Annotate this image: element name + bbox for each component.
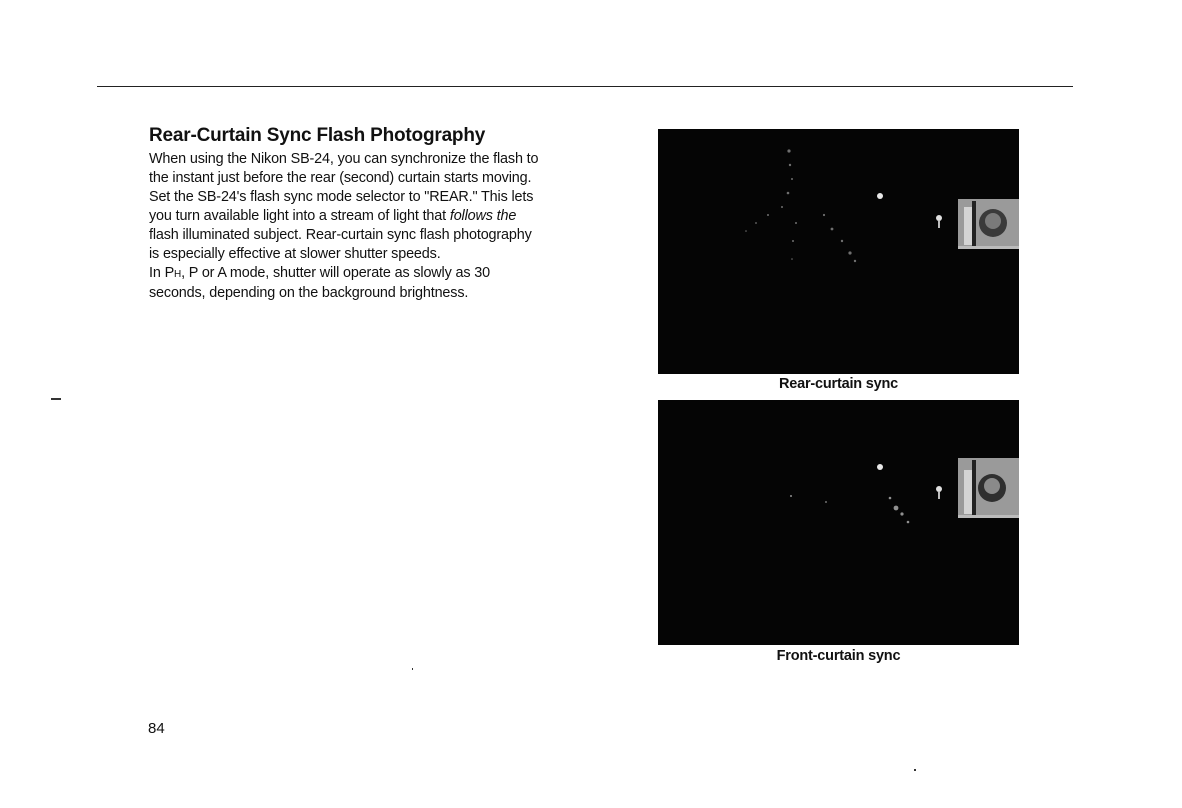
photo-rear-image (658, 129, 1019, 374)
scan-speck-left (51, 398, 61, 400)
mode-ph (165, 265, 182, 281)
scan-speck-mid (412, 668, 413, 670)
page-number: 84 (148, 720, 165, 737)
body-line-7-in: In (149, 265, 161, 281)
body-line-5: flash illuminated subject. Rear-curtain sync flash photography (149, 227, 532, 243)
body-line-4-text: you turn available light into a stream of light that (149, 208, 446, 224)
caption-front-curtain: Front-curtain sync (776, 648, 901, 664)
mode-ph-h: H (174, 269, 182, 280)
body-paragraph (149, 150, 599, 303)
body-line-3: Set the SB-24's flash sync mode selector to "REAR." This lets (149, 189, 534, 205)
section-title: Rear-Curtain Sync Flash Photography (149, 125, 486, 146)
mode-ph-p: P (164, 265, 175, 281)
photo-rear-curtain-sync (658, 129, 1019, 374)
body-line-4 (149, 207, 599, 226)
header-rule (97, 86, 1073, 87)
photo-front-image (658, 400, 1019, 645)
body-line-2: the instant just before the rear (second) curtain starts moving. (149, 170, 532, 186)
body-line-1: When using the Nikon SB-24, you can synchronize the flash to (149, 151, 539, 167)
body-line-8: seconds, depending on the background brightness. (149, 285, 469, 301)
body-line-7-rest: , P or A mode, shutter will operate as slowly as 30 (181, 265, 490, 281)
caption-rear-curtain: Rear-curtain sync (778, 376, 899, 392)
body-line-6: is especially effective at slower shutter speeds. (149, 246, 441, 262)
photo-front-curtain-sync (658, 400, 1019, 645)
emphasis-follows: follows the (449, 208, 517, 224)
body-line-7 (149, 264, 599, 284)
scan-speck-bottom (914, 769, 916, 771)
